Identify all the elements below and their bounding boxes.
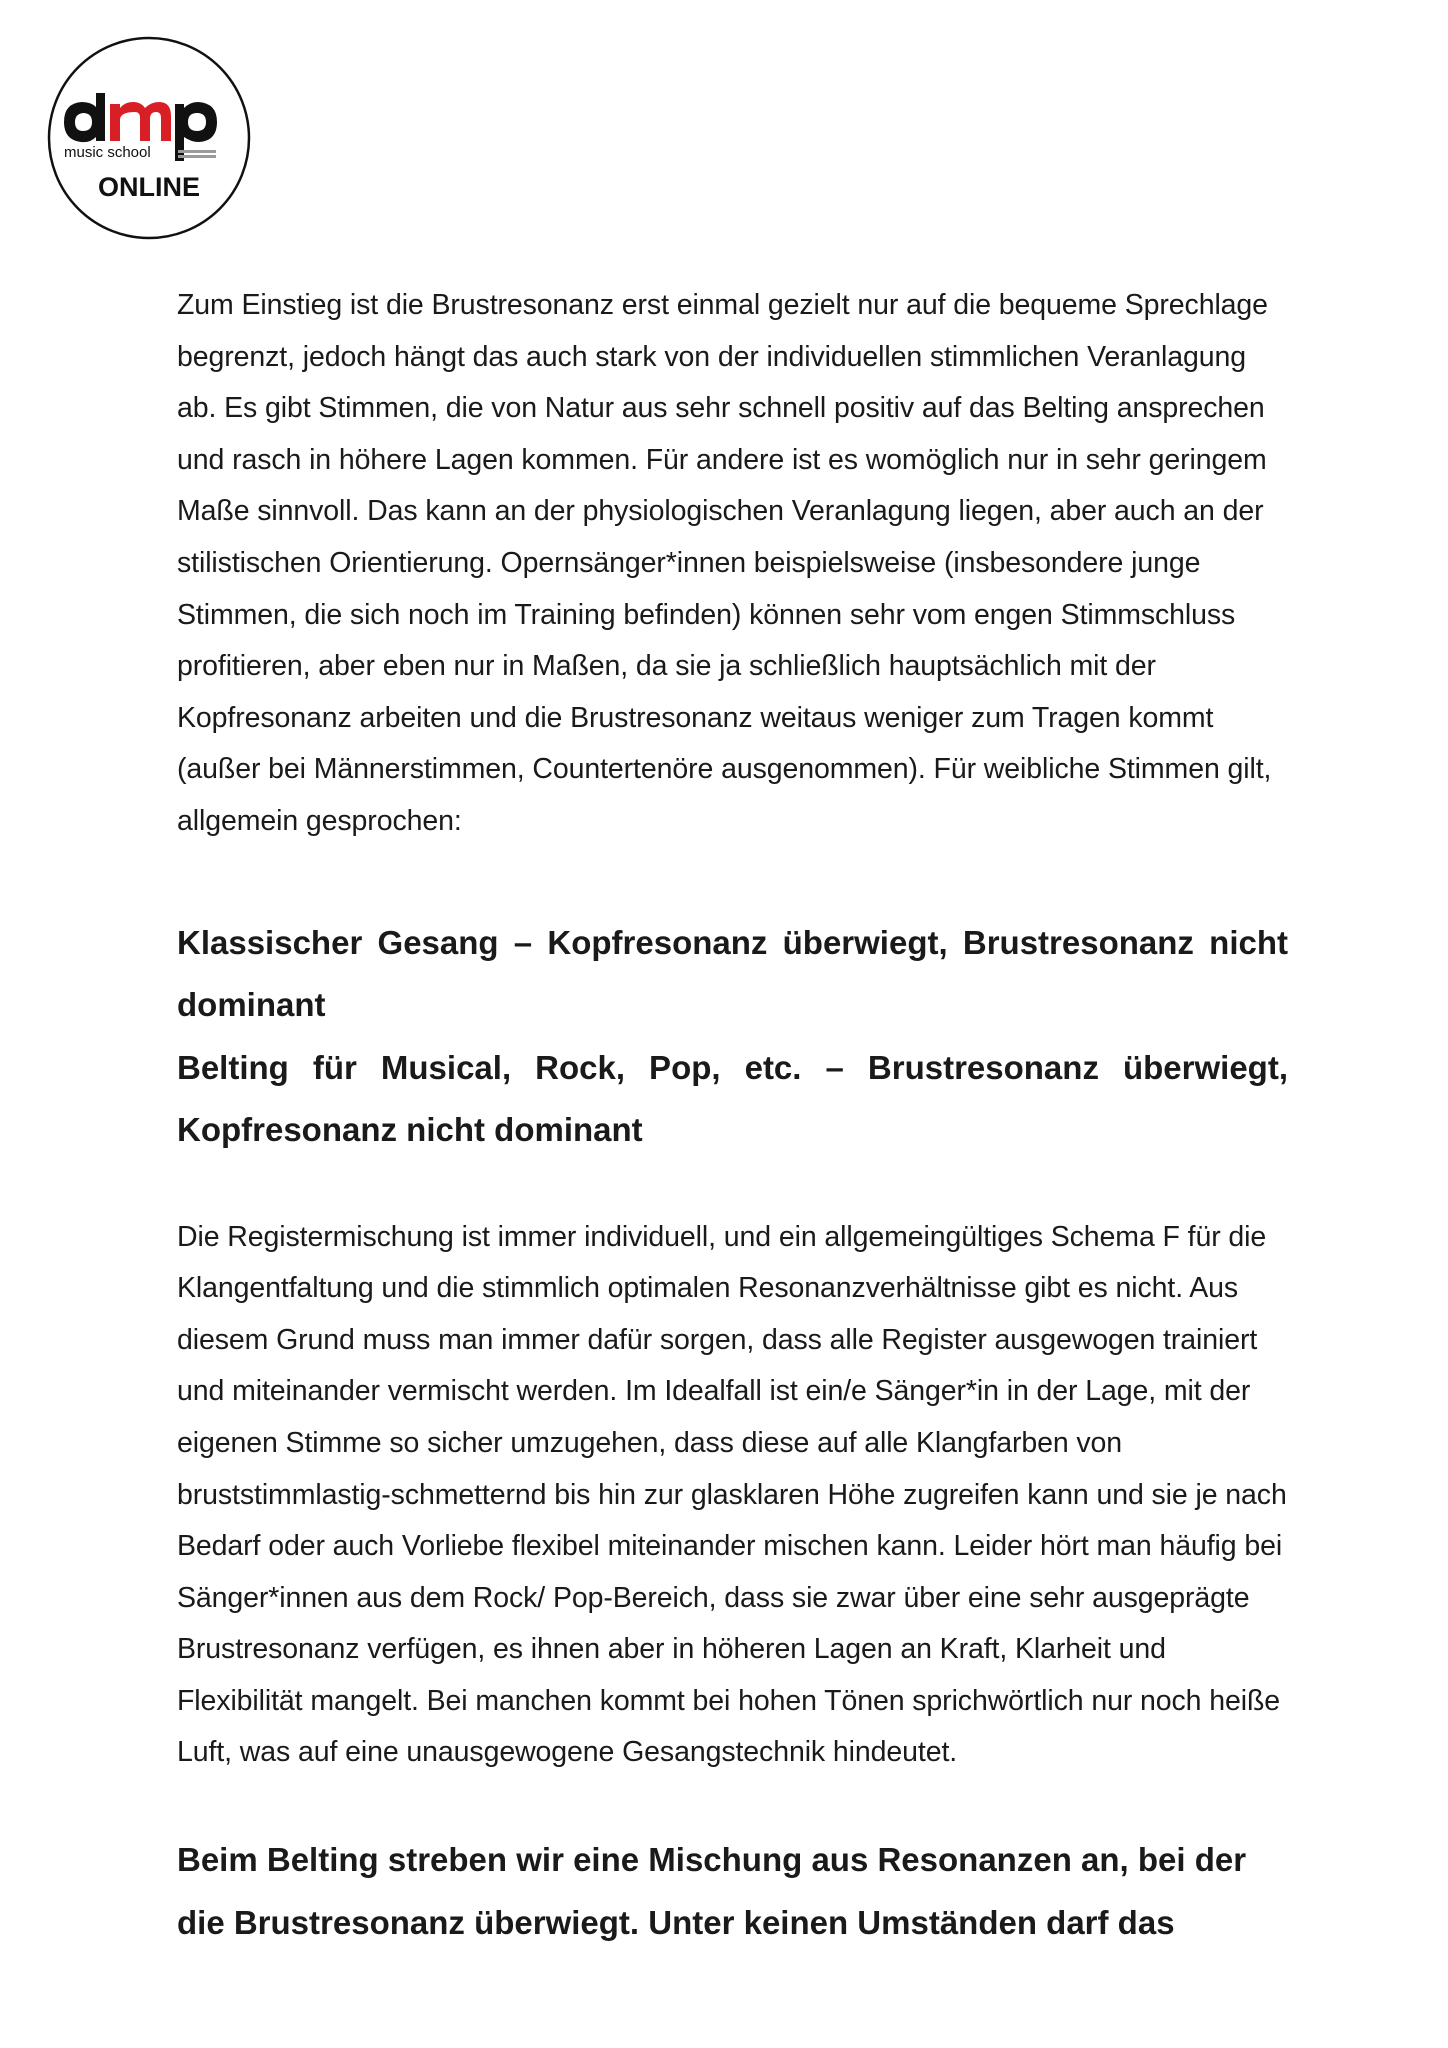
- logo-emblem: [47, 36, 251, 240]
- belting-goal: [177, 1829, 1288, 1954]
- logo-tagline: music school: [64, 144, 151, 161]
- heading-classical-singing: Klassischer Gesang – Kopfresonanz überwiegt, Brustresonanz nicht dominant: [177, 923, 1288, 1024]
- heading-belting-goal: Beim Belting streben wir eine Mischung aus Resonanzen an, bei der die Brustresonanz überwiegt. Unter keinen Umständen darf das: [177, 1841, 1247, 1941]
- dmp-logo: [47, 36, 251, 240]
- document-body: [177, 280, 1288, 1954]
- heading-belting: Belting für Musical, Rock, Pop, etc. – Brustresonanz überwiegt, Kopfresonanz nicht dominant: [177, 1048, 1288, 1149]
- voice-comparison: [177, 912, 1288, 1162]
- paragraph-intro: Zum Einstieg ist die Brustresonanz erst einmal gezielt nur auf die bequeme Sprechlage begrenzt, jedoch hängt das auch stark von der individuellen stimmlichen Veranlagung ab. Es gibt Stimmen, die von Natur aus sehr schnell positiv auf das Belting ansprechen und rasch in höhere Lagen kommen. Für andere ist es womöglich nur in sehr geringem Maße sinnvoll. Das kann an der physiologischen Veranlagung liegen, aber auch an der stilistischen Orientierung. Opernsänger*innen beispielsweise (insbesondere junge Stimmen, die sich noch im Training befinden) können sehr vom engen Stimmschluss profitieren, aber eben nur in Maßen, da sie ja schließlich hauptsächlich mit der Kopfresonanz arbeiten und die Brustresonanz weitaus weniger zum Tragen kommt (außer bei Männerstimmen, Countertenöre ausgenommen). Für weibliche Stimmen gilt, allgemein gesprochen:: [177, 289, 1272, 837]
- logo-bar-bottom: [178, 155, 216, 158]
- paragraph-register-mixing: Die Registermischung ist immer individuell, und ein allgemeingültiges Schema F für die Klangentfaltung und die stimmlich optimalen Resonanzverhältnisse gibt es nicht. Aus diesem Grund muss man immer dafür sorgen, dass alle Register ausgewogen trainiert und miteinander vermischt werden. Im Idealfall ist ein/e Sänger*in in der Lage, mit der eigenen Stimme so sicher umzugehen, dass diese auf alle Klangfarben von bruststimmlastig-schmetternd bis hin zur glasklaren Höhe zugreifen kann und sie je nach Bedarf oder auch Vorliebe flexibel miteinander mischen kann. Leider hört man häufig bei Sänger*innen aus dem Rock/ Pop-Bereich, dass sie zwar über eine sehr ausgeprägte Brustresonanz verfügen, es ihnen aber in höheren Lagen an Kraft, Klarheit und Flexibilität mangelt. Bei manchen kommt bei hohen Tönen sprichwörtlich nur noch heiße Luft, was auf eine unausgewogene Gesangstechnik hindeutet.: [177, 1220, 1287, 1769]
- logo-online-label: ONLINE: [97, 172, 201, 202]
- logo-bar-top: [178, 150, 216, 153]
